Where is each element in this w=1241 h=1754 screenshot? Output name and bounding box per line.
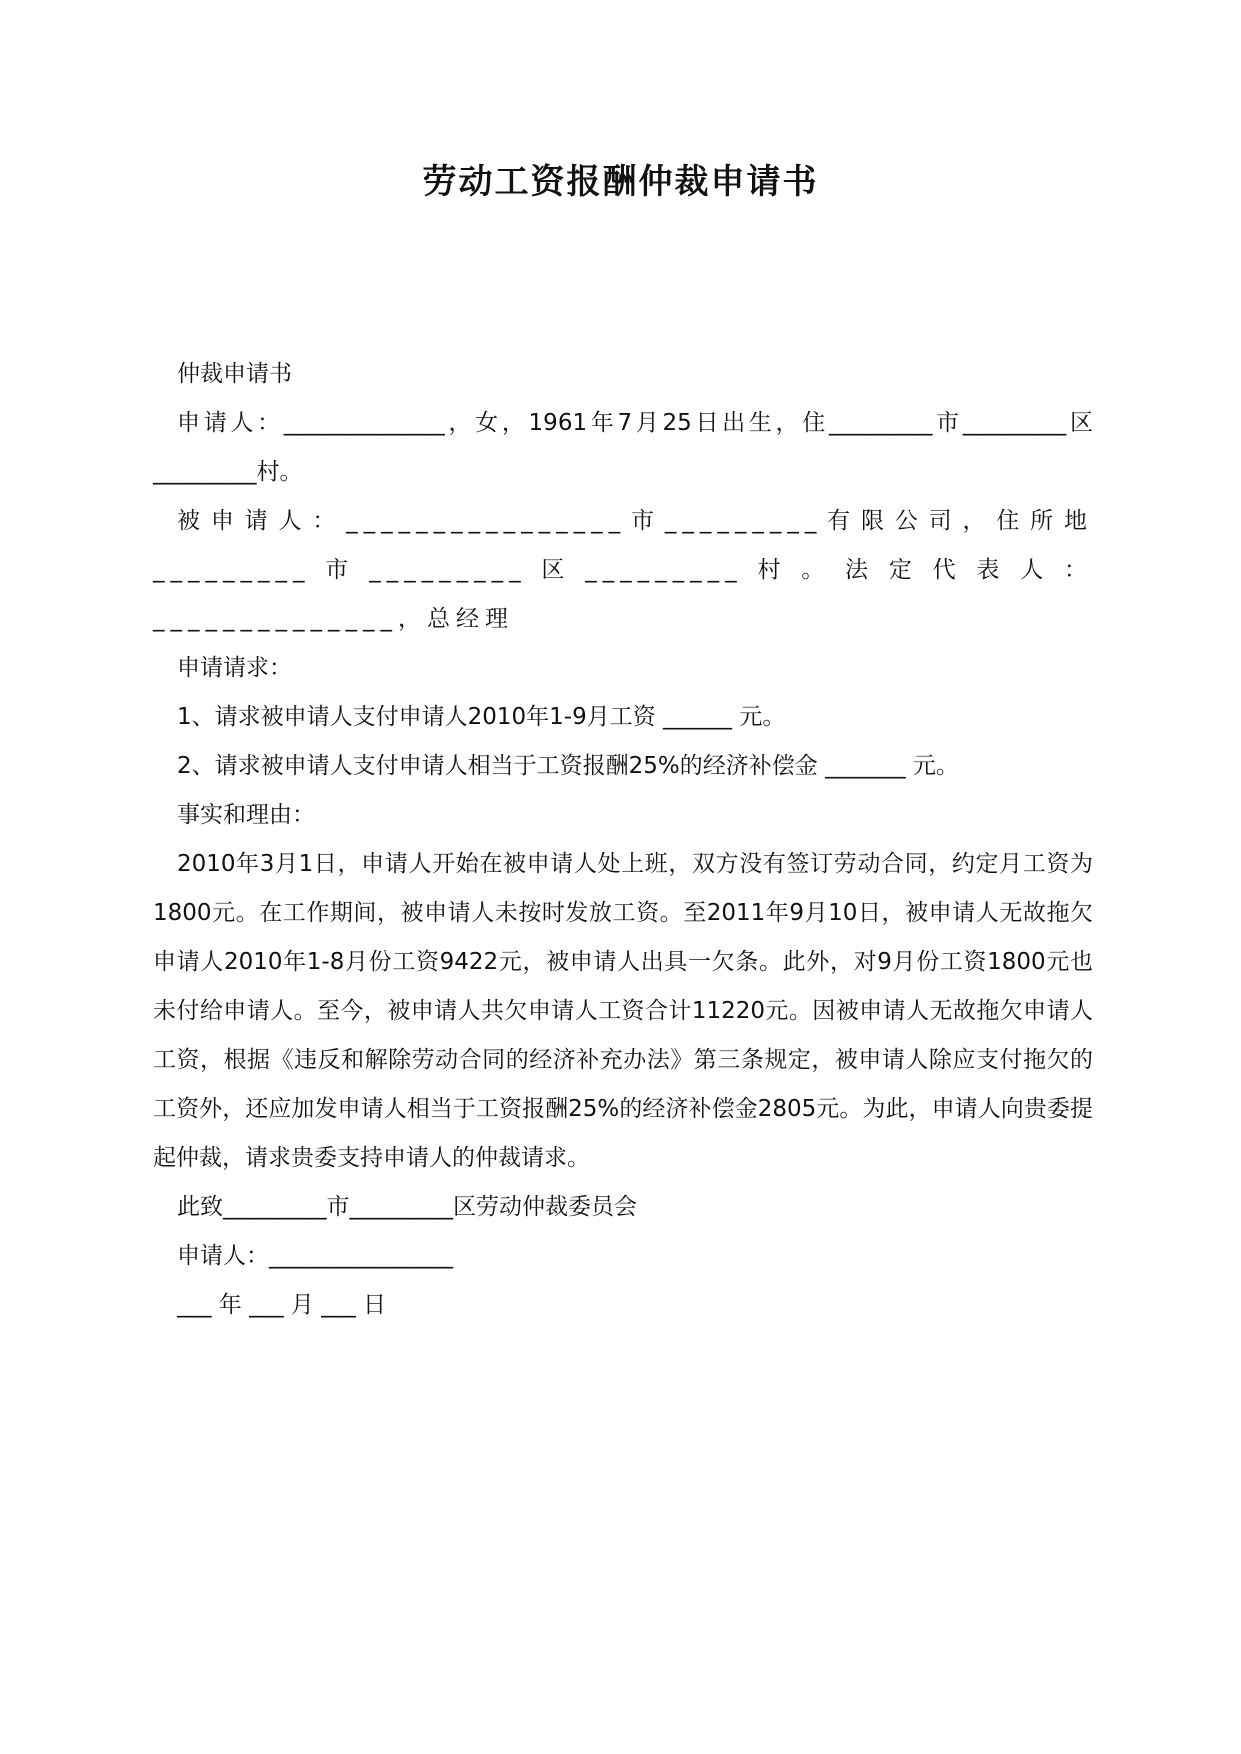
paragraph-facts-heading: 事实和理由： [177,802,315,828]
paragraph-signature: 申请人：________________ [177,1243,453,1269]
paragraph-respondent: 被申请人：________________市_________有限公司，住所地_________市_________区_________村。法定代表人：______________，总经理 [153,508,1093,632]
document-body [153,350,1093,1330]
paragraph-addressee: 此致_________市_________区劳动仲裁委员会 [177,1194,637,1220]
paragraph-claim-2: 2、请求被申请人支付申请人相当于工资报酬25%的经济补偿金 _______ 元。 [177,753,959,779]
paragraph-heading: 仲裁申请书 [177,361,292,387]
paragraph-claim-1: 1、请求被申请人支付申请人2010年1-9月工资 ______ 元。 [177,704,786,730]
paragraph-date: ___ 年 ___ 月 ___ 日 [177,1292,387,1318]
paragraph-facts: 2010年3月1日，申请人开始在被申请人处上班，双方没有签订劳动合同，约定月工资为1800元。在工作期间，被申请人未按时发放工资。至2011年9月10日，被申请人无故拖欠申请人2010年1-8月份工资9422元，被申请人出具一欠条。此外，对9月份工资1800元也未付给申请人。至今，被申请人共欠申请人工资合计11220元。因被申请人无故拖欠申请人工资，根据《违反和解除劳动合同的经济补充办法》第三条规定，被申请人除应支付拖欠的工资外，还应加发申请人相当于工资报酬25%的经济补偿金2805元。为此，申请人向贵委提起仲裁，请求贵委支持申请人的仲裁请求。 [153,851,1093,1171]
paragraph-claims-heading: 申请请求： [177,655,292,681]
paragraph-applicant: 申请人：______________，女，1961年7月25日出生，住_________市_________区_________村。 [153,410,1093,485]
document-title: 劳动工资报酬仲裁申请书 [422,162,819,202]
